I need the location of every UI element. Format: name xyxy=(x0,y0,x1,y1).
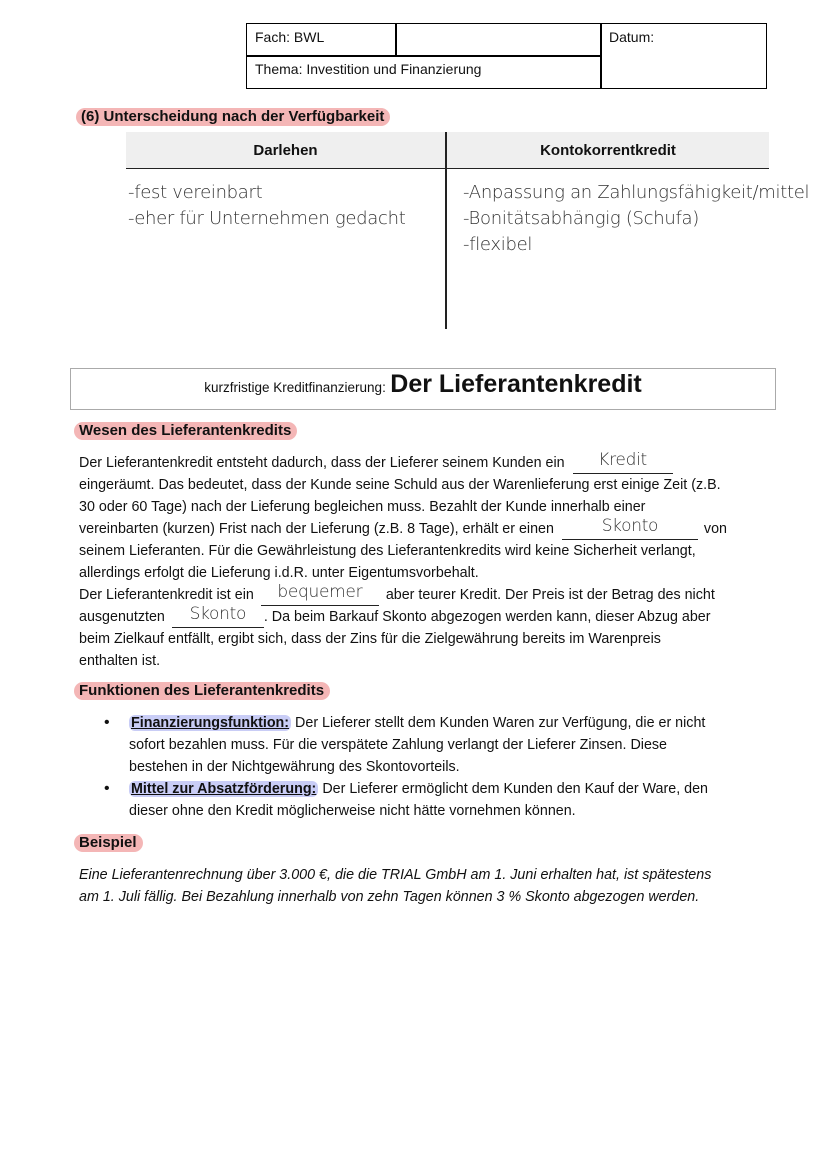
title-prefix: kurzfristige Kreditfinanzierung: xyxy=(204,380,386,395)
topic-label: Thema: Investition und Finanzierung xyxy=(255,61,482,77)
page-title: Der Lieferantenkredit xyxy=(390,370,642,398)
funktionen-list xyxy=(104,712,784,822)
subject-label: Fach: BWL xyxy=(255,29,325,45)
blank-field: Skonto xyxy=(562,523,698,540)
text-line: seinem Lieferanten. Für die Gewährleistung des Lieferantenkredits wird keine Sicherheit verlangt, xyxy=(79,543,696,559)
divider xyxy=(247,55,600,57)
kontokorrent-notes xyxy=(463,180,809,258)
text-line: vereinbarten (kurzen) Frist nach der Lieferung (z.B. 8 Tage), erhält er einen Skonto von xyxy=(79,518,779,540)
wesen-paragraph xyxy=(79,452,779,672)
divider xyxy=(395,24,397,55)
text-line: enthalten ist. xyxy=(79,653,161,669)
section-heading: (6) Unterscheidung nach der Verfügbarkeit xyxy=(76,108,390,126)
beispiel-text: Eine Lieferantenrechnung über 3.000 €, die die TRIAL GmbH am 1. Juni erhalten hat, ist spätestens am 1. Juli fällig. Bei Bezahlung innerhalb von zehn Tagen können 3 % Skonto abgezogen werden. xyxy=(79,867,712,905)
bullet-icon: • xyxy=(104,780,110,797)
text-line: allerdings erfolgt die Lieferung i.d.R. unter Eigentumsvorbehalt. xyxy=(79,565,479,581)
darlehen-notes xyxy=(128,180,405,232)
beispiel-heading: Beispiel xyxy=(74,834,143,852)
text-line: eingeräumt. Das bedeutet, dass der Kunde seine Schuld aus der Warenlieferung erst einige Zeit (z.B. xyxy=(79,477,721,493)
note-line: -flexibel xyxy=(463,234,533,255)
table-divider xyxy=(445,132,447,329)
date-label: Datum: xyxy=(609,29,655,45)
blank-field: bequemer xyxy=(261,589,379,606)
blank-field: Kredit xyxy=(573,457,673,474)
note-line: -fest vereinbart xyxy=(128,182,263,203)
blank-field: Skonto xyxy=(172,611,264,628)
note-line: -Anpassung an Zahlungsfähigkeit/mittel xyxy=(463,182,810,203)
text-line: beim Zielkauf entfällt, ergibt sich, dass der Zins für die Zielgewährung bereits im Warenpreis xyxy=(79,631,661,647)
text-line: ausgenutzten Skonto . Da beim Barkauf Skonto abgezogen werden kann, dieser Abzug aber xyxy=(79,606,779,628)
text-line: Der Lieferantenkredit entsteht dadurch, dass der Lieferer seinem Kunden ein Kredit xyxy=(79,452,779,474)
divider xyxy=(600,24,602,88)
bullet-icon: • xyxy=(104,714,110,731)
column-header-kontokorrent: Kontokorrentkredit xyxy=(540,142,676,159)
text-line: Der Lieferantenkredit ist ein bequemer aber teurer Kredit. Der Preis ist der Betrag des nicht xyxy=(79,584,779,606)
note-line: -Bonitätsabhängig (Schufa) xyxy=(463,208,699,229)
list-item: • Finanzierungsfunktion: Der Lieferer stellt dem Kunden Waren zur Verfügung, die er nicht sofort bezahlen muss. Für die verspätete Zahlung verlangt der Lieferer Zinsen. Diese bestehen in der Nichtgewährung des Skontovorteils. xyxy=(104,714,706,775)
function-label: Finanzierungsfunktion: xyxy=(131,715,290,731)
list-item: • Mittel zur Absatzförderung: Der Lieferer ermöglicht dem Kunden den Kauf der Ware, den dieser ohne den Kredit möglicherweise nicht hätte vornehmen können. xyxy=(104,780,709,819)
column-header-darlehen: Darlehen xyxy=(253,142,318,159)
title-line xyxy=(70,370,776,399)
header-table xyxy=(246,23,767,89)
note-line: -eher für Unternehmen gedacht xyxy=(128,208,406,229)
wesen-heading: Wesen des Lieferantenkredits xyxy=(74,422,297,440)
function-label: Mittel zur Absatzförderung: xyxy=(131,781,317,797)
text-line: 30 oder 60 Tage) nach der Lieferung begleichen muss. Bezahlt der Kunde innerhalb einer xyxy=(79,499,646,515)
funktionen-heading: Funktionen des Lieferantenkredits xyxy=(74,682,330,700)
